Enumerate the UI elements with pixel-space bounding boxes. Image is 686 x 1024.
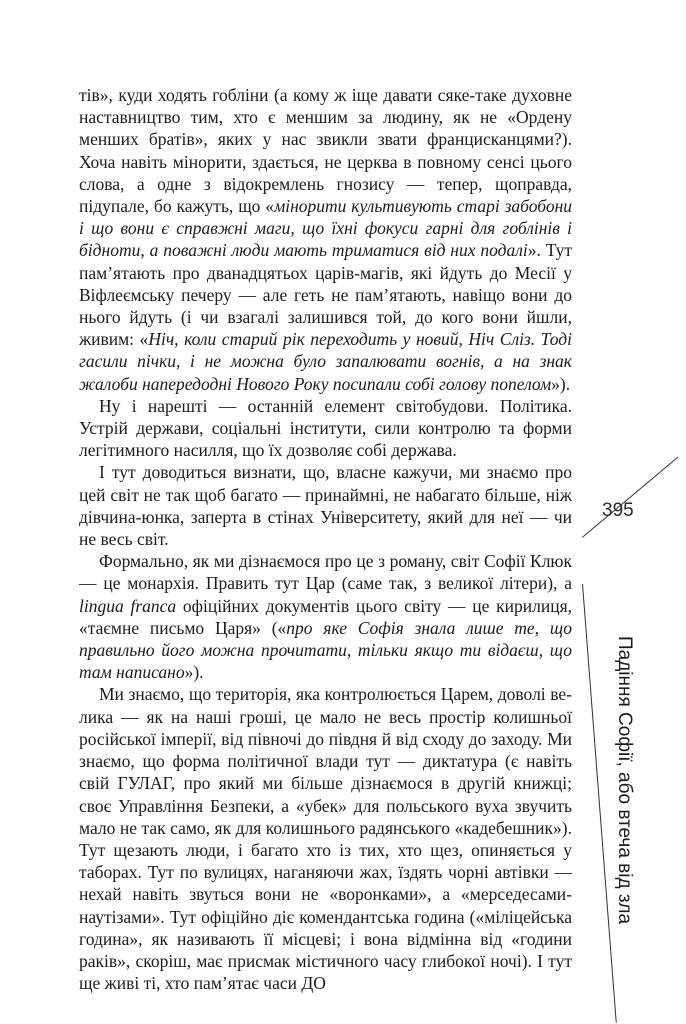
italic-text: Ніч, коли старий рік переходить у новий, Ніч Сліз. Тоді гасили пічки, і не можна було запалювати вогнів, а на знак жалоби напередодні Нового Року посипали собі голову попелом	[79, 329, 572, 394]
text-run: офіційних документів цього світу — це кирилиця, «таємне письмо Царя» («	[79, 595, 572, 638]
paragraph	[79, 84, 572, 395]
paragraph	[79, 461, 572, 550]
italic-text: мінорити культивують старі забобони і що вони є справжні маги, що їхні фокуси гарні для гоблінів і бідноти, а поважні люди мають триматися від них подалі	[79, 196, 572, 261]
paragraph	[79, 395, 572, 462]
paragraph	[79, 683, 572, 994]
text-run: »).	[551, 373, 571, 394]
decorative-line	[582, 584, 617, 1023]
page-number: 395	[602, 500, 634, 521]
text-run: тів», куди ходять гобліни (а кому ж іще давати сяке-таке духовне наставництво тим, хто є меншим за людину, як не «Ордену менших братів», яких у нас звикли звати францисканцями?). Хоча навіть мінорити, здається, не церква в повному сенсі цього слова, а одне з відокремлень гнозису — тепер, щоправда, підупале, бо кажуть, що «	[79, 85, 572, 217]
running-title-text: Падіння Софії, або втеча від зла	[614, 635, 635, 925]
italic-text: lingua franca	[79, 595, 177, 616]
text-run: Формально, як ми дізнаємося про це з роману, світ Софії Клюк — це монархія. Править тут Цар (саме так, з великої літери), а	[79, 551, 572, 594]
text-run: І тут доводиться визнати, що, власне кажучи, ми знаємо про цей світ не так щоб багато — принаймні, не набагато більше, ніж дівчина-юнка, заперта в стінах Університету, який для неї — чи не весь світ.	[79, 462, 572, 550]
text-run: »).	[184, 662, 204, 683]
text-run: ». Тут пам’ятають про дванадцятьох царів-магів, які йдуть до Месії у Віфлеємську печеру — але геть не пам’ятають, навіщо вони до нього йдуть (і чи взагалі залишився той, до кого вони йшли, живим: «	[79, 240, 572, 350]
paragraph	[79, 550, 572, 683]
text-run: Ну і нарешті — останній елемент світобудови. Політика. Устрій держави, соціальні інститути, сили контролю та форми легітимного насилля, що їх дозволяє собі держава.	[79, 395, 572, 461]
italic-text: про яке Софія знала лише те, що правильно його можна прочитати, тільки якщо ти відаєш, що там написано	[79, 617, 572, 683]
decorative-line	[582, 457, 678, 538]
body-text	[79, 84, 572, 994]
text-run: Ми знаємо, що територія, яка контролюється Царем, доволі велика — як на наші гроші, це мало не весь простір колишньої російської імперії, від півночі до півдня й від сходу до заходу. Ми знаємо, що форма політичної влади тут — диктатура (є навіть свій ГУЛАГ, про який ми більше дізнаємося в другій книжці; своє Управління Безпеки, а «убек» для польського вуха звучить мало не так само, як для колишнього радянського «кадебешник»). Тут щезають люди, і багато хто із тих, хто щез, опиняється у таборах. Тут по вулицях, наганяючи жах, їздять чорні автівки — нехай навіть звуться вони не «воронками», а «мерседесами-наутізами». Тут офіційно діє комендантська година («міліцейська година», як називають її місцеві; і вона відмінна від «години раків», скоріш, має присмак містичного часу глибокої ночі). І тут ще живі ті, хто пам’ятає часи ДО	[79, 684, 572, 994]
